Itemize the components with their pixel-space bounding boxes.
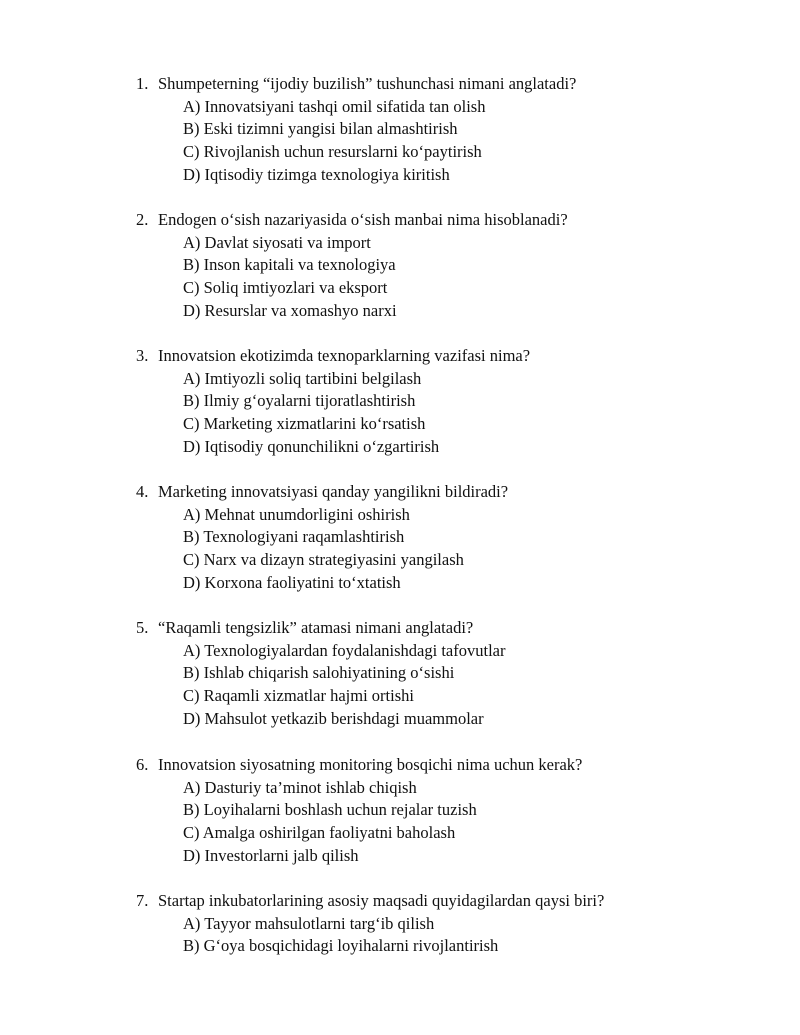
question-1 xyxy=(136,73,776,186)
question-text: Innovatsion ekotizimda texnoparklarning vazifasi nima? xyxy=(158,346,531,365)
option-d: D) Korxona faoliyatini to‘xtatish xyxy=(183,572,401,592)
option-b: B) Ishlab chiqarish salohiyatining o‘sishi xyxy=(183,663,455,683)
question-number: 1. xyxy=(136,74,149,93)
option-b: B) Texnologiyani raqamlashtirish xyxy=(183,527,405,547)
option-a: A) Innovatsiyani tashqi omil sifatida tan olish xyxy=(183,96,486,116)
question-number: 3. xyxy=(136,346,149,365)
question-7 xyxy=(136,890,776,958)
question-number: 5. xyxy=(136,618,149,637)
option-a: A) Mehnat unumdorligini oshirish xyxy=(183,504,410,524)
question-number: 2. xyxy=(136,210,149,229)
option-b: B) Eski tizimni yangisi bilan almashtirish xyxy=(183,119,458,139)
question-text: Shumpeterning “ijodiy buzilish” tushunchasi nimani anglatadi? xyxy=(158,74,577,93)
option-a: A) Davlat siyosati va import xyxy=(183,232,371,252)
question-text: Marketing innovatsiyasi qanday yangilikni bildiradi? xyxy=(158,482,509,501)
option-d: D) Mahsulot yetkazib berishdagi muammolar xyxy=(183,708,484,728)
question-text: “Raqamli tengsizlik” atamasi nimani anglatadi? xyxy=(158,618,474,637)
question-text: Innovatsion siyosatning monitoring bosqichi nima uchun kerak? xyxy=(158,755,583,774)
question-number: 7. xyxy=(136,891,149,910)
option-a: A) Tayyor mahsulotlarni targ‘ib qilish xyxy=(183,913,435,933)
question-5-line xyxy=(136,617,776,640)
question-3 xyxy=(136,345,776,458)
option-d: D) Resurslar va xomashyo narxi xyxy=(183,300,397,320)
option-b: B) Loyihalarni boshlash uchun rejalar tuzish xyxy=(183,800,477,820)
option-a: A) Dasturiy ta’minot ishlab chiqish xyxy=(183,777,417,797)
option-c: C) Marketing xizmatlarini ko‘rsatish xyxy=(183,414,426,434)
question-text: Endogen o‘sish nazariyasida o‘sish manbai nima hisoblanadi? xyxy=(158,210,568,229)
question-5 xyxy=(136,617,776,730)
question-number: 4. xyxy=(136,482,149,501)
option-a: A) Imtiyozli soliq tartibini belgilash xyxy=(183,368,422,388)
option-c: C) Amalga oshirilgan faoliyatni baholash xyxy=(183,823,456,843)
question-3-line xyxy=(136,345,776,368)
option-d: D) Investorlarni jalb qilish xyxy=(183,845,359,865)
question-4-line xyxy=(136,481,776,504)
question-text: Startap inkubatorlarining asosiy maqsadi quyidagilardan qaysi biri? xyxy=(158,891,605,910)
option-b: B) Inson kapitali va texnologiya xyxy=(183,255,396,275)
option-d: D) Iqtisodiy qonunchilikni o‘zgartirish xyxy=(183,436,440,456)
question-1-line xyxy=(136,73,776,96)
question-7-line xyxy=(136,890,776,913)
question-6-line xyxy=(136,754,776,777)
question-4 xyxy=(136,481,776,594)
option-a: A) Texnologiyalardan foydalanishdagi tafovutlar xyxy=(183,640,506,660)
option-c: C) Rivojlanish uchun resurslarni ko‘paytirish xyxy=(183,142,482,162)
question-6 xyxy=(136,754,776,867)
option-d: D) Iqtisodiy tizimga texnologiya kiritish xyxy=(183,164,450,184)
option-b: B) G‘oya bosqichidagi loyihalarni rivojlantirish xyxy=(183,936,499,956)
question-2 xyxy=(136,209,776,322)
option-c: C) Soliq imtiyozlari va eksport xyxy=(183,278,388,298)
option-c: C) Raqamli xizmatlar hajmi ortishi xyxy=(183,686,414,706)
option-c: C) Narx va dizayn strategiyasini yangilash xyxy=(183,550,464,570)
question-number: 6. xyxy=(136,755,149,774)
option-b: B) Ilmiy g‘oyalarni tijoratlashtirish xyxy=(183,391,416,411)
question-2-line xyxy=(136,209,776,232)
